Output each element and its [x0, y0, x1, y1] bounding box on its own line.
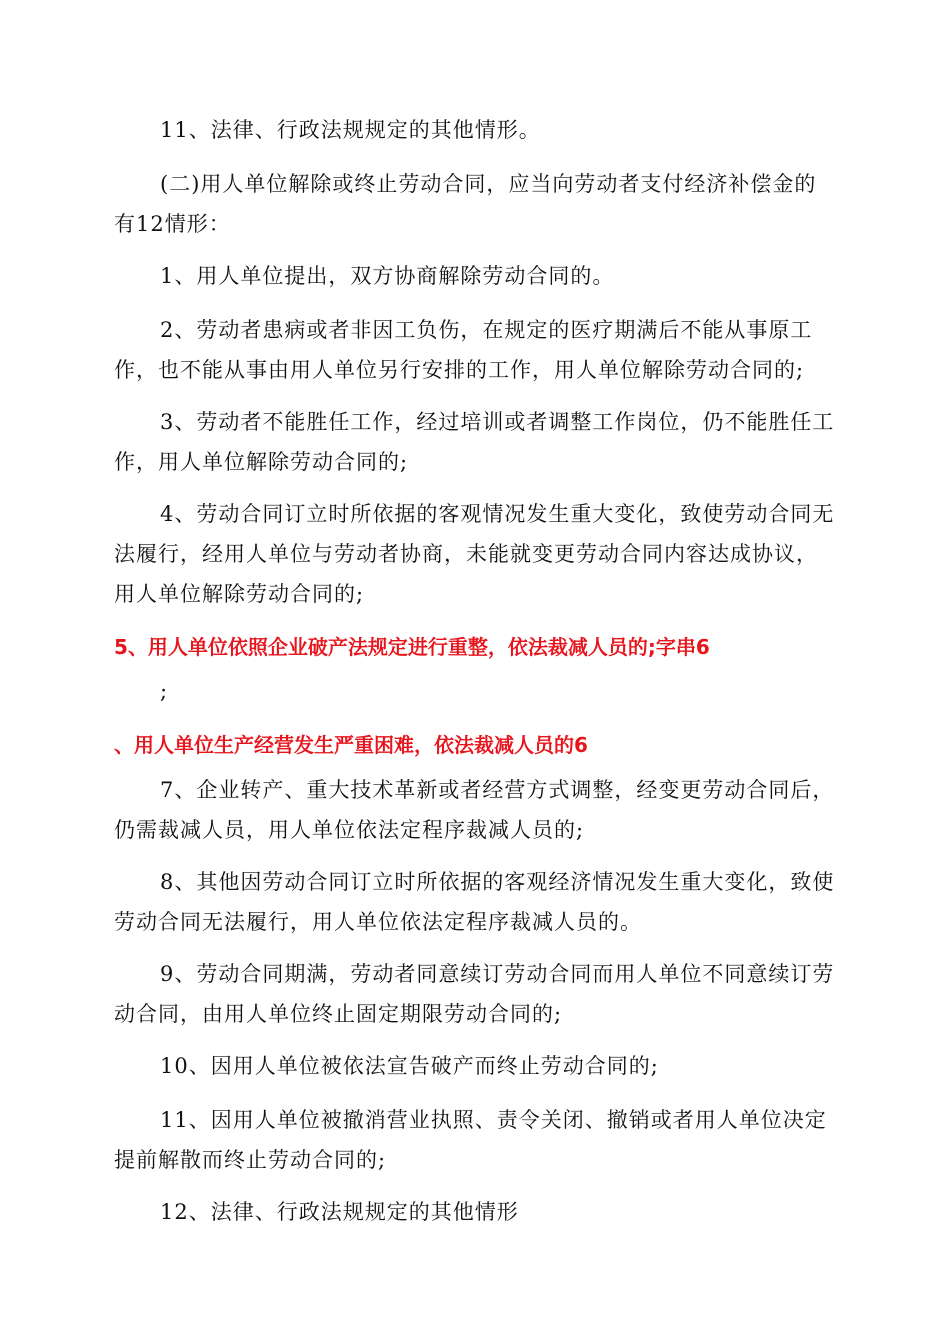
- paragraph-item-7: 7、企业转产、重大技术革新或者经营方式调整，经变更劳动合同后，仍需裁减人员，用人单位依法定程序裁减人员的;: [114, 778, 835, 842]
- paragraph-item-2: 2、劳动者患病或者非因工负伤，在规定的医疗期满后不能从事原工作，也不能从事由用人单位另行安排的工作，用人单位解除劳动合同的;: [114, 318, 813, 382]
- paragraph-item-11: 11、因用人单位被撤消营业执照、责令关闭、撤销或者用人单位决定提前解散而终止劳动合同的;: [114, 1108, 827, 1172]
- paragraph-item-1: 1、用人单位提出，双方协商解除劳动合同的。: [160, 264, 615, 288]
- paragraph-section-two-heading: (二)用人单位解除或终止劳动合同，应当向劳动者支付经济补偿金的有12情形：: [114, 172, 817, 236]
- paragraph-item-12: 12、法律、行政法规规定的其他情形: [160, 1200, 519, 1224]
- paragraph-item-10: 10、因用人单位被依法宣告破产而终止劳动合同的;: [160, 1054, 659, 1078]
- paragraph-item-9: 9、劳动合同期满，劳动者同意续订劳动合同而用人单位不同意续订劳动合同，由用人单位终止固定期限劳动合同的;: [114, 962, 835, 1026]
- paragraph-item-3: 3、劳动者不能胜任工作，经过培训或者调整工作岗位，仍不能胜任工作，用人单位解除劳动合同的;: [114, 410, 835, 474]
- highlighted-item-6: 、用人单位生产经营发生严重困难，依法裁减人员的6: [114, 733, 588, 757]
- stray-semicolon: ;: [160, 679, 168, 703]
- paragraph-item-8: 8、其他因劳动合同订立时所依据的客观经济情况发生重大变化，致使劳动合同无法履行，用人单位依法定程序裁减人员的。: [114, 870, 835, 934]
- paragraph-item-11-previous: 11、法律、行政法规规定的其他情形。: [160, 118, 541, 142]
- paragraph-item-4: 4、劳动合同订立时所依据的客观情况发生重大变化，致使劳动合同无法履行，经用人单位与劳动者协商，未能就变更劳动合同内容达成协议，用人单位解除劳动合同的;: [114, 502, 835, 606]
- highlighted-item-5: 5、用人单位依照企业破产法规定进行重整，依法裁减人员的;字串6: [114, 635, 710, 659]
